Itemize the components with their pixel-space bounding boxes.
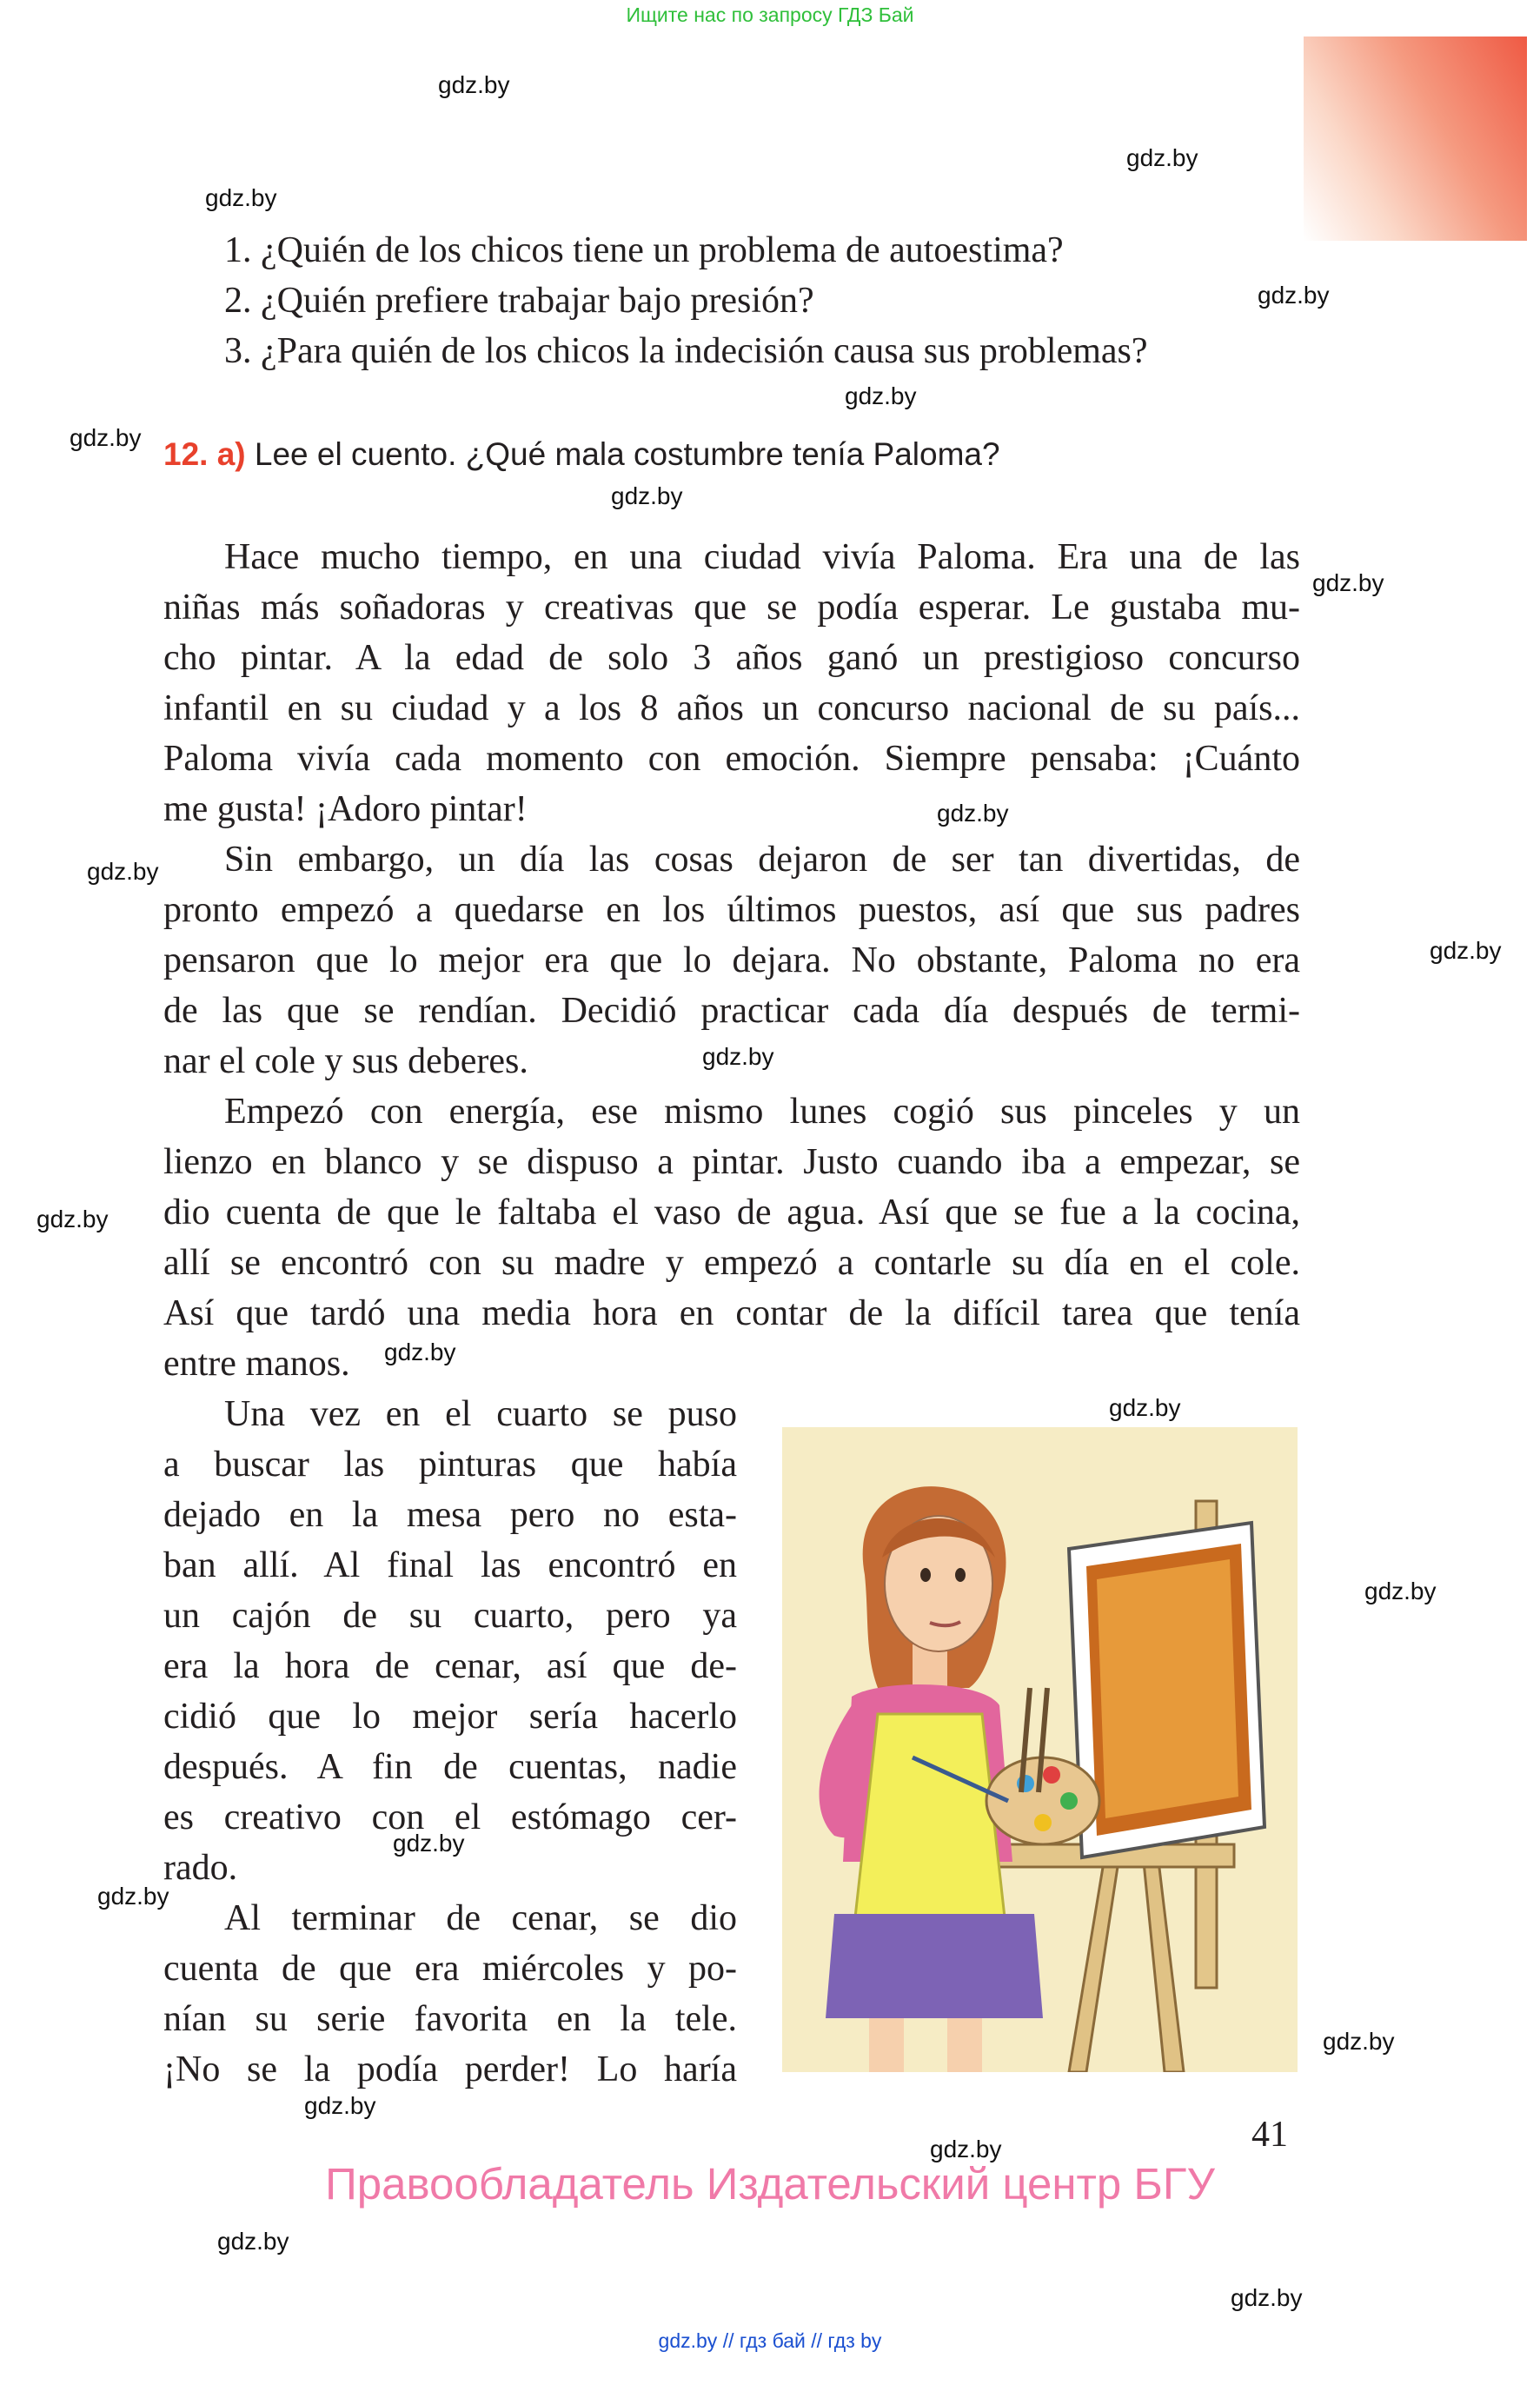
story-line: pensaron que lo mejor era que lo dejara. No obstante, Paloma no era <box>163 940 1300 980</box>
story-line: nar el cole y sus deberes. <box>163 1041 528 1081</box>
story-line: dio cuenta de que le faltaba el vaso de agua. Así que se fue a la cocina, <box>163 1192 1300 1232</box>
story-line: un cajón de su cuarto, pero ya <box>163 1596 737 1636</box>
story-line: Una vez en el cuarto se puso <box>224 1394 737 1434</box>
story-line: ban allí. Al final las encontró en <box>163 1545 737 1585</box>
story-line: niñas más soñadoras y creativas que se podía esperar. Le gustaba mu- <box>163 588 1300 628</box>
task-subpart: a) <box>216 436 246 472</box>
watermark: gdz.by <box>937 800 1009 827</box>
story-line: a buscar las pinturas que había <box>163 1445 737 1485</box>
watermark: gdz.by <box>1312 569 1384 596</box>
task-text: Lee el cuento. ¿Qué mala costumbre tenía Paloma? <box>254 436 1000 472</box>
story-line: era la hora de cenar, así que de- <box>163 1646 737 1686</box>
watermark: gdz.by <box>1430 937 1502 964</box>
story-line: cidió que lo mejor sería hacerlo <box>163 1697 737 1737</box>
story-line: Empezó con energía, ese mismo lunes cogió sus pinceles y un <box>224 1092 1300 1132</box>
watermark: gdz.by <box>217 2228 289 2255</box>
story-line: entre manos. <box>163 1344 350 1384</box>
watermark: gdz.by <box>70 424 142 451</box>
watermark: gdz.by <box>304 2092 376 2119</box>
watermark: gdz.by <box>438 71 510 98</box>
story-line: pronto empezó a quedarse en los últimos puestos, así que sus padres <box>163 890 1300 930</box>
story-line: cho pintar. A la edad de solo 3 años ganó un prestigioso concurso <box>163 638 1300 678</box>
task-heading <box>163 436 1000 473</box>
watermark: gdz.by <box>97 1883 169 1910</box>
watermark: gdz.by <box>1109 1394 1181 1421</box>
girl-painting-illustration <box>782 1427 1298 2072</box>
story-line: es creativo con el estómago cer- <box>163 1797 737 1837</box>
story-line: Sin embargo, un día las cosas dejaron de ser tan divertidas, de <box>224 840 1300 880</box>
footer-links: gdz.by // гдз бай // гдз by <box>658 2329 882 2352</box>
top-search-note: Ищите нас по запросу ГДЗ Бай <box>626 3 914 26</box>
story-line: Así que tardó una media hora en contar de la difícil tarea que tenía <box>163 1293 1300 1333</box>
story-line: lienzo en blanco y se dispuso a pintar. Justo cuando iba a empezar, se <box>163 1142 1300 1182</box>
watermark: gdz.by <box>205 184 277 211</box>
question-3: 3. ¿Para quién de los chicos la indecisión causa sus problemas? <box>224 331 1148 371</box>
rights-holder-line: Правообладатель Издательский центр БГУ <box>325 2159 1215 2209</box>
story-line: cuenta de que era miércoles y po- <box>163 1949 737 1989</box>
question-2: 2. ¿Quién prefiere trabajar bajo presión? <box>224 281 814 321</box>
story-line: Hace mucho tiempo, en una ciudad vivía Paloma. Era una de las <box>224 537 1300 577</box>
watermark: gdz.by <box>393 1830 465 1857</box>
watermark: gdz.by <box>845 382 917 409</box>
story-line: Paloma vivía cada momento con emoción. Siempre pensaba: ¡Cuánto <box>163 739 1300 779</box>
watermark: gdz.by <box>87 858 159 885</box>
watermark: gdz.by <box>1258 282 1330 309</box>
watermark: gdz.by <box>384 1339 456 1365</box>
story-line: me gusta! ¡Adoro pintar! <box>163 789 528 829</box>
story-line: infantil en su ciudad y a los 8 años un concurso nacional de su país... <box>163 688 1300 728</box>
story-line: dejado en la mesa pero no esta- <box>163 1495 737 1535</box>
story-line: rado. <box>163 1848 238 1888</box>
corner-color-tab <box>1304 37 1527 241</box>
watermark: gdz.by <box>611 482 683 509</box>
story-line: allí se encontró con su madre y empezó a contarle su día en el cole. <box>163 1243 1300 1283</box>
story-line: después. A fin de cuentas, nadie <box>163 1747 737 1787</box>
story-line: ¡No se la podía perder! Lo haría <box>163 2050 737 2089</box>
task-number: 12. <box>163 436 209 472</box>
page-number: 41 <box>1251 2115 1288 2155</box>
watermark: gdz.by <box>1323 2028 1395 2055</box>
watermark: gdz.by <box>37 1206 109 1232</box>
watermark: gdz.by <box>702 1043 774 1070</box>
watermark: gdz.by <box>930 2136 1002 2162</box>
story-line: de las que se rendían. Decidió practicar cada día después de termi- <box>163 991 1300 1031</box>
story-line: Al terminar de cenar, se dio <box>224 1898 737 1938</box>
watermark: gdz.by <box>1364 1578 1437 1604</box>
story-line: nían su serie favorita en la tele. <box>163 1999 737 2039</box>
watermark: gdz.by <box>1126 144 1198 171</box>
watermark: gdz.by <box>1231 2284 1303 2311</box>
question-1: 1. ¿Quién de los chicos tiene un problema de autoestima? <box>224 230 1064 270</box>
